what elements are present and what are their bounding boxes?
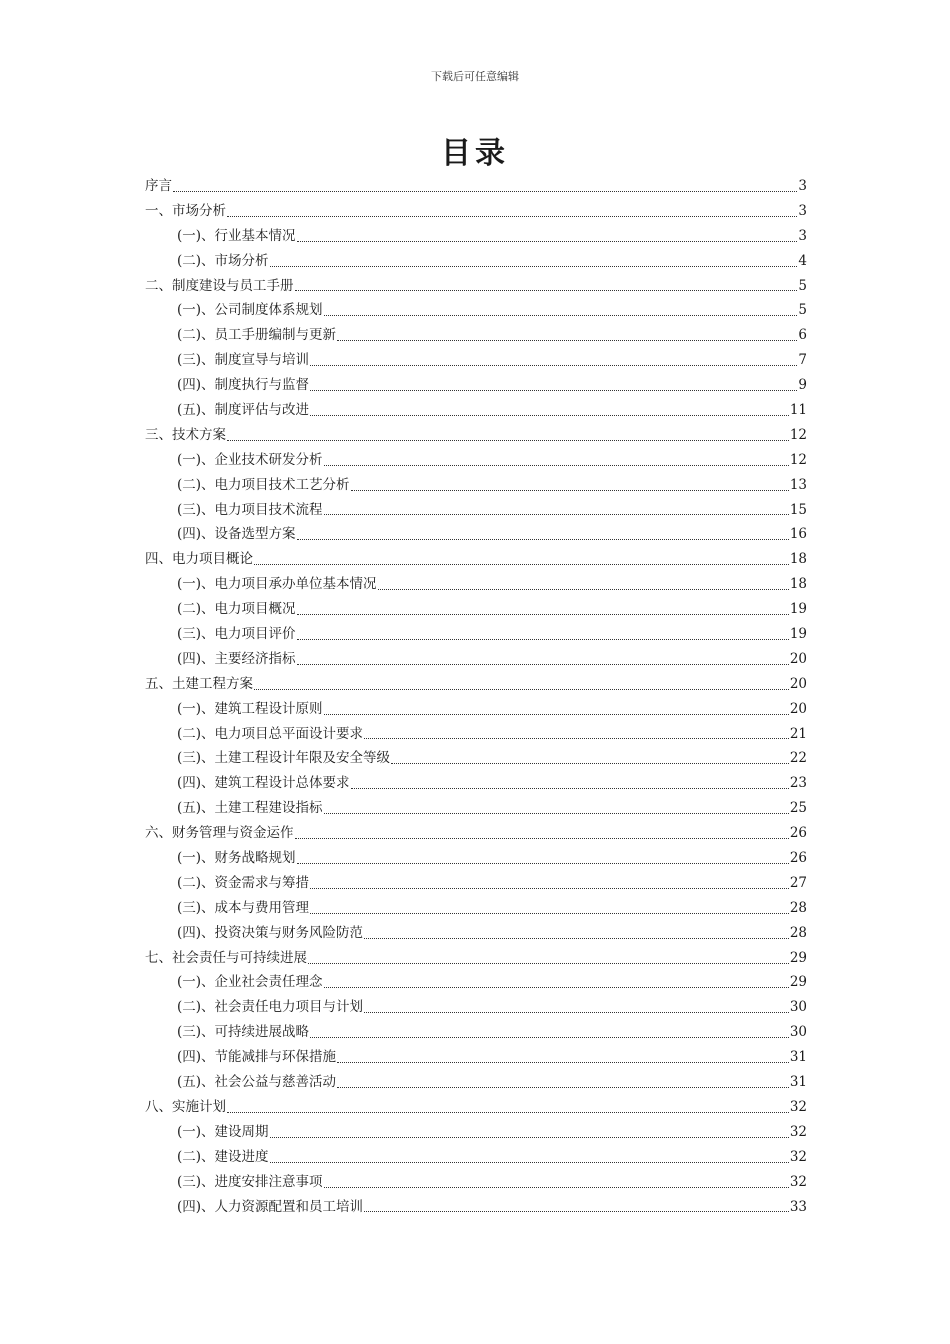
toc-dot-leader: [297, 639, 789, 640]
toc-entry[interactable]: [145, 622, 807, 647]
toc-page-number: 20: [789, 650, 807, 667]
toc-entry[interactable]: [145, 672, 807, 697]
toc-entry-label: (一)、企业社会责任理念: [177, 974, 323, 991]
toc-page-number: 3: [798, 202, 807, 219]
toc-page-number: 18: [789, 576, 807, 593]
toc-page-number: 6: [798, 327, 807, 344]
toc-entry-label: (二)、市场分析: [177, 252, 269, 269]
toc-entry-label: 八、实施计划: [145, 1098, 226, 1115]
toc-entry[interactable]: [145, 1120, 807, 1145]
toc-page-number: 5: [798, 302, 807, 319]
toc-page-number: 4: [798, 252, 807, 269]
toc-entry-label: (一)、公司制度体系规划: [177, 302, 323, 319]
toc-entry-label: 六、财务管理与资金运作: [145, 825, 294, 842]
toc-dot-leader: [173, 191, 797, 192]
toc-entry-label: (三)、制度宣导与培训: [177, 352, 310, 369]
toc-dot-leader: [337, 1087, 789, 1088]
toc-entry-label: (四)、设备选型方案: [177, 526, 296, 543]
toc-entry[interactable]: [145, 298, 807, 323]
toc-dot-leader: [227, 216, 797, 217]
toc-dot-leader: [324, 1187, 789, 1188]
toc-dot-leader: [308, 963, 789, 964]
toc-dot-leader: [364, 938, 789, 939]
toc-page-number: 13: [789, 476, 807, 493]
toc-entry[interactable]: [145, 846, 807, 871]
toc-entry-label: 四、电力项目概论: [145, 551, 253, 568]
toc-page-number: 30: [789, 1024, 807, 1041]
toc-entry-label: (五)、制度评估与改进: [177, 402, 310, 418]
toc-entry[interactable]: [145, 1145, 807, 1170]
toc-page-number: 23: [789, 775, 807, 792]
toc-dot-leader: [297, 863, 789, 864]
toc-entry[interactable]: [145, 547, 807, 572]
toc-entry-label: (一)、电力项目承办单位基本情况: [177, 576, 377, 593]
toc-dot-leader: [351, 490, 789, 491]
toc-page-number: 15: [789, 501, 807, 518]
toc-entry[interactable]: [145, 995, 807, 1020]
toc-entry-label: 二、制度建设与员工手册: [145, 277, 294, 294]
toc-dot-leader: [391, 763, 789, 764]
toc-dot-leader: [324, 987, 789, 988]
toc-page-number: 22: [789, 750, 807, 767]
toc-page-number: 20: [789, 700, 807, 717]
toc-entry[interactable]: [145, 1020, 807, 1045]
toc-dot-leader: [324, 465, 789, 466]
toc-page-number: 32: [789, 1098, 807, 1115]
toc-entry-label: (三)、电力项目技术流程: [177, 501, 323, 518]
toc-page-number: 26: [789, 850, 807, 867]
toc-dot-leader: [297, 614, 789, 615]
toc-page-number: 18: [789, 551, 807, 568]
toc-dot-leader: [324, 315, 798, 316]
toc-entry-label: (四)、建筑工程设计总体要求: [177, 775, 350, 792]
toc-page-number: 29: [789, 949, 807, 966]
toc-entry[interactable]: [145, 971, 807, 996]
toc-page-number: 11: [789, 402, 807, 418]
toc-page-number: 28: [789, 899, 807, 916]
toc-entry[interactable]: [145, 871, 807, 896]
toc-page-number: 31: [789, 1074, 807, 1091]
toc-entry-label: (三)、进度安排注意事项: [177, 1173, 323, 1190]
toc-page-number: 32: [789, 1148, 807, 1165]
toc-entry-label: (五)、土建工程建设指标: [177, 800, 323, 817]
toc-entry[interactable]: [145, 921, 807, 946]
toc-dot-leader: [297, 241, 798, 242]
toc-entry[interactable]: [145, 946, 807, 971]
toc-dot-leader: [364, 738, 789, 739]
toc-dot-leader: [364, 1012, 789, 1013]
toc-list: [145, 174, 807, 1219]
toc-page-number: 5: [798, 277, 807, 294]
toc-dot-leader: [310, 888, 789, 889]
toc-dot-leader: [310, 365, 797, 366]
toc-entry[interactable]: [145, 572, 807, 597]
toc-entry-label: (四)、主要经济指标: [177, 650, 296, 667]
toc-dot-leader: [378, 589, 789, 590]
toc-entry-label: (三)、电力项目评价: [177, 626, 296, 643]
toc-entry-label: (二)、资金需求与筹措: [177, 874, 310, 891]
toc-dot-leader: [297, 664, 789, 665]
toc-entry-label: (一)、财务战略规划: [177, 850, 296, 867]
toc-dot-leader: [270, 1162, 789, 1163]
toc-page-number: 19: [789, 626, 807, 643]
toc-entry[interactable]: [145, 174, 807, 199]
toc-entry-label: (三)、成本与费用管理: [177, 899, 310, 916]
toc-entry[interactable]: [145, 199, 807, 224]
toc-entry[interactable]: [145, 224, 807, 249]
toc-entry-label: (三)、可持续进展战略: [177, 1024, 310, 1041]
toc-page-number: 7: [798, 352, 807, 369]
toc-entry[interactable]: [145, 697, 807, 722]
toc-dot-leader: [337, 1062, 789, 1063]
toc-entry[interactable]: [145, 1070, 807, 1095]
toc-entry-label: (二)、电力项目技术工艺分析: [177, 476, 350, 493]
toc-page-number: 30: [789, 999, 807, 1016]
toc-entry[interactable]: [145, 746, 807, 771]
toc-dot-leader: [310, 390, 797, 391]
toc-entry[interactable]: [145, 398, 807, 423]
toc-page-number: 9: [798, 377, 807, 394]
toc-entry-label: 三、技术方案: [145, 426, 226, 443]
toc-entry[interactable]: [145, 821, 807, 846]
toc-page-number: 3: [798, 177, 807, 194]
toc-entry-label: (二)、电力项目概况: [177, 601, 296, 618]
toc-dot-leader: [254, 689, 789, 690]
toc-dot-leader: [324, 714, 789, 715]
toc-entry[interactable]: [145, 1095, 807, 1120]
toc-entry-label: (四)、制度执行与监督: [177, 377, 310, 394]
toc-entry-label: (一)、企业技术研发分析: [177, 451, 323, 468]
toc-entry[interactable]: [145, 647, 807, 672]
toc-entry[interactable]: [145, 1195, 807, 1220]
toc-entry[interactable]: [145, 771, 807, 796]
toc-page-number: 32: [789, 1123, 807, 1140]
toc-entry-label: (三)、土建工程设计年限及安全等级: [177, 750, 391, 767]
toc-page-number: 33: [789, 1198, 807, 1215]
toc-entry-label: (四)、人力资源配置和员工培训: [177, 1198, 364, 1215]
toc-entry[interactable]: [145, 423, 807, 448]
toc-entry-label: (一)、建设周期: [177, 1123, 269, 1140]
toc-dot-leader: [310, 415, 789, 416]
toc-page-number: 25: [789, 800, 807, 817]
toc-entry[interactable]: [145, 722, 807, 747]
toc-entry-label: 一、市场分析: [145, 202, 226, 219]
toc-entry-label: (五)、社会公益与慈善活动: [177, 1074, 337, 1091]
toc-entry[interactable]: [145, 1045, 807, 1070]
toc-page-number: 16: [789, 526, 807, 543]
toc-page-number: 12: [789, 451, 807, 468]
toc-dot-leader: [270, 1137, 789, 1138]
toc-entry[interactable]: [145, 896, 807, 921]
toc-dot-leader: [297, 539, 789, 540]
toc-dot-leader: [337, 340, 797, 341]
toc-dot-leader: [364, 1211, 789, 1212]
toc-page-number: 3: [798, 227, 807, 244]
toc-dot-leader: [295, 290, 798, 291]
toc-dot-leader: [270, 266, 798, 267]
toc-entry[interactable]: [145, 323, 807, 348]
toc-page-number: 20: [789, 675, 807, 692]
toc-dot-leader: [324, 813, 789, 814]
toc-page-number: 19: [789, 601, 807, 618]
toc-dot-leader: [310, 1037, 789, 1038]
toc-dot-leader: [227, 1112, 789, 1113]
header-note: 下载后可任意编辑: [431, 70, 519, 83]
toc-entry[interactable]: [145, 373, 807, 398]
toc-entry[interactable]: [145, 522, 807, 547]
toc-entry-label: 序言: [145, 177, 172, 194]
toc-entry[interactable]: [145, 597, 807, 622]
toc-dot-leader: [310, 913, 789, 914]
toc-entry[interactable]: [145, 348, 807, 373]
toc-page-number: 29: [789, 974, 807, 991]
toc-entry-label: (一)、行业基本情况: [177, 227, 296, 244]
toc-title: 目录: [441, 136, 509, 171]
toc-entry-label: (二)、社会责任电力项目与计划: [177, 999, 364, 1016]
toc-entry-label: (四)、节能减排与环保措施: [177, 1049, 337, 1066]
toc-dot-leader: [295, 838, 789, 839]
toc-entry[interactable]: [145, 448, 807, 473]
toc-page-number: 31: [789, 1049, 807, 1066]
toc-page-number: 21: [789, 725, 807, 742]
toc-entry[interactable]: [145, 796, 807, 821]
toc-dot-leader: [351, 788, 789, 789]
toc-entry[interactable]: [145, 473, 807, 498]
toc-entry-label: (二)、建设进度: [177, 1148, 269, 1165]
toc-entry[interactable]: [145, 498, 807, 523]
toc-page-number: 32: [789, 1173, 807, 1190]
toc-dot-leader: [324, 514, 789, 515]
toc-entry[interactable]: [145, 1170, 807, 1195]
toc-entry-label: (二)、电力项目总平面设计要求: [177, 725, 364, 742]
toc-entry[interactable]: [145, 274, 807, 299]
toc-page-number: 12: [789, 426, 807, 443]
toc-page-number: 26: [789, 825, 807, 842]
toc-entry-label: (一)、建筑工程设计原则: [177, 700, 323, 717]
toc-entry-label: 五、土建工程方案: [145, 675, 253, 692]
toc-entry-label: (四)、投资决策与财务风险防范: [177, 924, 364, 941]
toc-page-number: 27: [789, 874, 807, 891]
toc-page-number: 28: [789, 924, 807, 941]
toc-entry[interactable]: [145, 249, 807, 274]
toc-entry-label: 七、社会责任与可持续进展: [145, 949, 307, 966]
toc-entry-label: (二)、员工手册编制与更新: [177, 327, 337, 344]
toc-dot-leader: [254, 564, 789, 565]
toc-dot-leader: [227, 440, 789, 441]
